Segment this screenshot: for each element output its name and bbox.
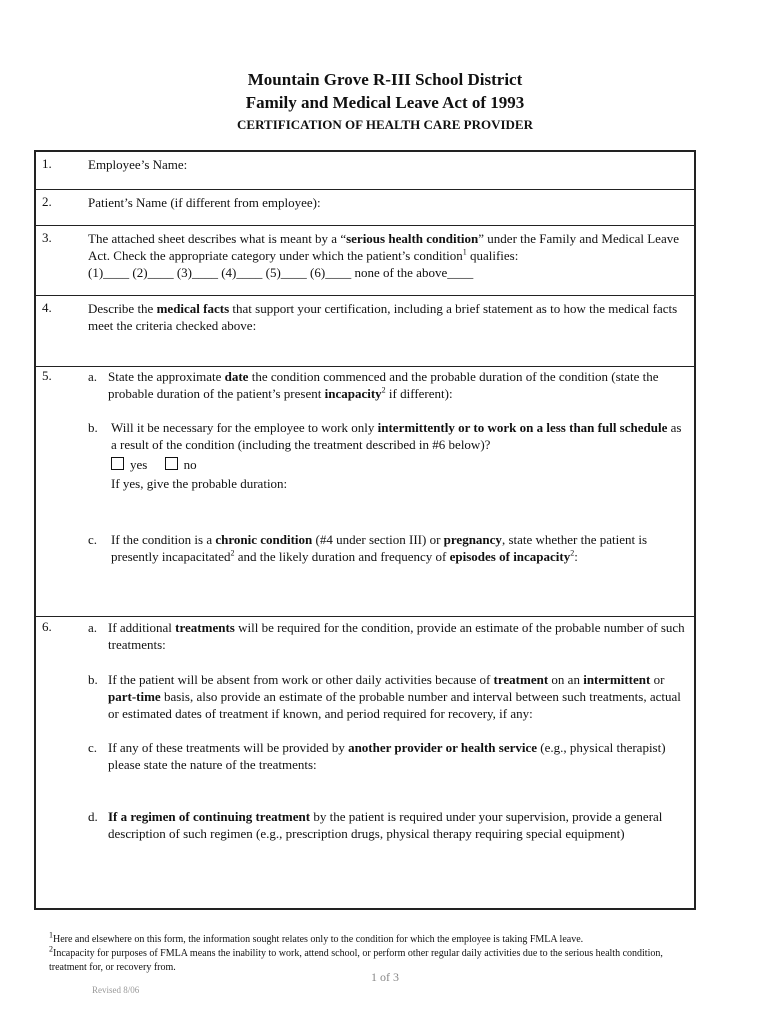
no-checkbox[interactable] [165,457,178,470]
employee-name-label: Employee’s Name: [88,157,188,172]
district-name: Mountain Grove R-III School District [247,70,523,89]
section-number: 3. [42,230,52,245]
section-3-category[interactable] [36,226,694,296]
question-5c[interactable]: c. If the condition is a chronic condition (#4 under section III) or pregnancy, state whether the patient is presently incapacitated$^2$ and the likely duration and frequency of episodes of incapacity$^2$: [88,532,648,564]
act-title: Family and Medical Leave Act of 1993 [245,93,525,112]
section-5-condition [36,367,694,617]
question-5b: b. Will it be necessary for the employee to work only intermittently or to work on a less than full schedule as a result of the condition (including the treatment described in #6 below)? yes no If yes, give the probable duration: [88,419,686,492]
medical-facts-prompt: Describe the medical facts that support your certification, including a brief statement as to how the medical facts meet the criteria checked above: [88,301,678,333]
section-2-patient-name[interactable] [36,190,694,226]
category-instructions: The attached sheet describes what is meant by a “serious health condition” under the Family and Medical Leave Act. Check the appropriate category under which the patient’s condition$^1$ qualifies: (1)____ (2)____ (3)____ (4)____ (5)____ (6)____ none of the above____ [88,231,679,280]
category-options[interactable]: (1)____ (2)____ (3)____ (4)____ (5)____ (6)____ none of the above____ [88,265,474,280]
section-number: 2. [42,194,52,209]
footnote-1: $^1$Here and elsewhere on this form, the information sought relates only to the condition for which the employee is taking FMLA leave. [49,930,584,945]
section-number: 4. [42,300,52,315]
section-number: 5. [42,368,52,383]
section-4-medical-facts[interactable] [36,296,694,367]
form-title: CERTIFICATION OF HEALTH CARE PROVIDER [237,117,533,132]
yes-checkbox[interactable] [111,457,124,470]
yes-label: yes [130,457,148,472]
revision-date: Revised 8/06 [92,985,140,995]
section-number: 1. [42,156,52,171]
question-6b[interactable]: b. If the patient will be absent from work or other daily activities because of treatment on an intermittent or part-time basis, also provide an estimate of the probable number and interval between such treatments, actual or estimated dates of treatment if known, and period required for recovery, if any: [88,672,681,721]
question-5a[interactable]: a. State the approximate date the condition commenced and the probable duration of the condition (state the probable duration of the patient’s present incapacity$^2$ if different): [88,369,659,401]
certification-form [34,150,696,910]
footnote-2: $^2$Incapacity for purposes of FMLA means the inability to work, attend school, or perform other regular daily activities due to the serious health condition, treatment for, or recovery from. [49,944,663,973]
question-6c[interactable]: c. If any of these treatments will be provided by another provider or health service (e.g., physical therapist) please state the nature of the treatments: [88,740,666,772]
question-6d[interactable]: d. If a regimen of continuing treatment by the patient is required under your supervision, provide a general description of such regimen (e.g., prescription drugs, physical therapy requiring special equipment) [88,809,663,841]
footnotes [49,930,689,975]
question-6a[interactable]: a. If additional treatments will be required for the condition, provide an estimate of the probable number of such treatments: [88,620,685,652]
section-6-treatments [36,617,694,908]
page-number: 1 of 3 [371,970,399,984]
patient-name-label: Patient’s Name (if different from employee): [88,195,321,210]
section-1-employee-name[interactable] [36,152,694,190]
probable-duration-label[interactable]: If yes, give the probable duration: [111,476,288,491]
no-label: no [183,457,197,472]
section-number: 6. [42,619,52,634]
